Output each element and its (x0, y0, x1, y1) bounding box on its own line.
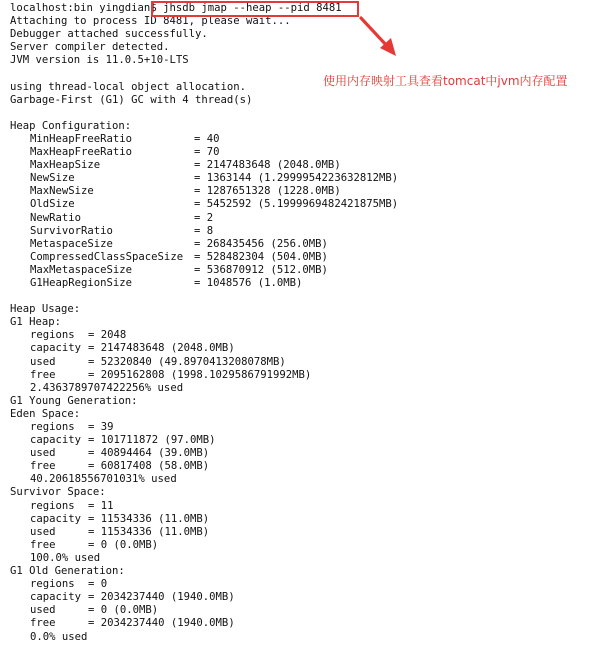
config-key: MinHeapFreeRatio (30, 132, 133, 145)
config-key: MetaspaceSize (30, 237, 113, 250)
usage-percent: 2.4363789707422256% used (30, 381, 184, 394)
config-row (10, 277, 610, 290)
usage-percent: 0.0% used (30, 630, 88, 643)
usage-value: = 52320840 (49.8970413208078MB) (88, 355, 286, 368)
old-generation-title: G1 Old Generation: (10, 565, 125, 578)
usage-row-free (10, 617, 610, 630)
usage-row-regions (10, 421, 610, 434)
command-text: jhsdb jmap --heap --pid 8481 (163, 2, 342, 14)
usage-row-free (10, 460, 610, 473)
config-row (10, 146, 610, 159)
config-row (10, 185, 610, 198)
usage-value: = 2034237440 (1940.0MB) (88, 617, 235, 630)
config-value: = 1363144 (1.2999954223632812MB) (194, 172, 399, 185)
usage-row-regions (10, 500, 610, 513)
allocation-line: using thread-local object allocation. (10, 80, 246, 93)
config-value: = 1287651328 (1228.0MB) (194, 185, 341, 198)
command-highlight-box (151, 1, 359, 17)
usage-value: = 2048 (88, 329, 127, 342)
usage-key: regions (30, 499, 75, 512)
blank-line (10, 107, 610, 120)
usage-row-used (10, 447, 610, 460)
usage-key: regions (30, 421, 75, 433)
config-key: G1HeapRegionSize (30, 276, 133, 289)
usage-key: regions (30, 329, 75, 342)
config-value: = 1048576 (1.0MB) (194, 276, 303, 289)
usage-value: = 0 (88, 578, 108, 591)
usage-value: = 0 (0.0MB) (88, 538, 159, 551)
config-value: = 268435456 (256.0MB) (194, 237, 328, 250)
usage-key: capacity (30, 512, 82, 525)
annotation-note: 使用内存映射工具查看tomcat中jvm内存配置 (323, 74, 568, 88)
config-key: CompressedClassSpaceSize (30, 250, 184, 263)
usage-value: = 2034237440 (1940.0MB) (88, 591, 235, 604)
usage-key: free (30, 368, 56, 381)
g1-heap-section (10, 329, 610, 394)
usage-key: capacity (30, 434, 82, 447)
gc-line: Garbage-First (G1) GC with 4 thread(s) (10, 93, 253, 106)
usage-value: = 2147483648 (2048.0MB) (88, 342, 235, 355)
usage-row-capacity (10, 591, 610, 604)
old-generation-section (10, 578, 610, 643)
usage-key: used (30, 447, 56, 460)
config-value: = 8 (194, 224, 214, 237)
config-value: = 536870912 (512.0MB) (194, 263, 328, 276)
config-key: MaxNewSize (30, 185, 94, 198)
config-row (10, 133, 610, 146)
config-key: NewRatio (30, 211, 82, 224)
heap-configuration-table (10, 133, 610, 290)
config-key: MaxMetaspaceSize (30, 263, 133, 276)
usage-row-regions (10, 329, 610, 342)
config-key: NewSize (30, 172, 75, 185)
young-generation-title: G1 Young Generation: (10, 394, 138, 407)
usage-percent: 100.0% used (30, 551, 101, 564)
usage-key: free (30, 538, 56, 551)
usage-percent: 40.20618556701031% used (30, 473, 177, 486)
usage-row-free (10, 539, 610, 552)
usage-key: capacity (30, 591, 82, 604)
config-key: MaxHeapFreeRatio (30, 146, 133, 159)
usage-key: free (30, 617, 56, 630)
usage-value: = 11534336 (11.0MB) (88, 512, 210, 525)
usage-value: = 40894464 (39.0MB) (88, 447, 210, 460)
usage-value: = 11 (88, 499, 114, 512)
usage-value: = 0 (0.0MB) (88, 604, 159, 617)
config-value: = 2 (194, 211, 214, 224)
config-row (10, 172, 610, 185)
config-value: = 70 (194, 146, 220, 159)
config-row (10, 251, 610, 264)
usage-row-used (10, 526, 610, 539)
usage-value: = 39 (88, 421, 114, 433)
config-row (10, 212, 610, 225)
survivor-space-section (10, 500, 610, 565)
config-key: OldSize (30, 198, 75, 211)
output-line: JVM version is 11.0.5+10-LTS (10, 54, 189, 67)
config-value: = 2147483648 (2048.0MB) (194, 159, 341, 172)
usage-value: = 11534336 (11.0MB) (88, 525, 210, 538)
config-key: SurvivorRatio (30, 224, 113, 237)
output-line: Server compiler detected. (10, 41, 170, 54)
shell-prompt: localhost:bin yingdian$ (10, 2, 164, 14)
heap-usage-title: Heap Usage: (10, 303, 81, 316)
config-row (10, 264, 610, 277)
usage-key: regions (30, 578, 75, 591)
output-line: Attaching to process ID 8481, please wait... (10, 15, 291, 28)
blank-line (10, 290, 610, 303)
config-row (10, 159, 610, 172)
usage-row-capacity (10, 342, 610, 355)
heap-configuration-title: Heap Configuration: (10, 119, 132, 132)
config-row (10, 225, 610, 238)
usage-key: used (30, 604, 56, 617)
config-value: = 40 (194, 132, 220, 145)
config-row (10, 238, 610, 251)
eden-space-title: Eden Space: (10, 407, 81, 420)
config-key: MaxHeapSize (30, 159, 101, 172)
survivor-space-title: Survivor Space: (10, 486, 106, 499)
usage-row-used (10, 604, 610, 617)
output-line: Debugger attached successfully. (10, 28, 208, 41)
usage-value: = 101711872 (97.0MB) (88, 434, 216, 447)
usage-row-used (10, 356, 610, 369)
usage-value: = 2095162808 (1998.1029586791992MB) (88, 368, 312, 381)
config-row (10, 198, 610, 211)
usage-key: capacity (30, 342, 82, 355)
terminal-output (10, 2, 610, 644)
config-value: = 5452592 (5.1999969482421875MB) (194, 198, 399, 211)
usage-key: used (30, 525, 56, 538)
g1-heap-title: G1 Heap: (10, 316, 62, 329)
usage-row-regions (10, 578, 610, 591)
usage-row-capacity (10, 434, 610, 447)
usage-key: used (30, 355, 56, 368)
usage-row-free (10, 369, 610, 382)
usage-value: = 60817408 (58.0MB) (88, 460, 210, 473)
usage-row-capacity (10, 513, 610, 526)
eden-space-section (10, 421, 610, 486)
config-value: = 528482304 (504.0MB) (194, 250, 328, 263)
usage-key: free (30, 460, 56, 473)
red-arrow-icon (356, 14, 404, 60)
